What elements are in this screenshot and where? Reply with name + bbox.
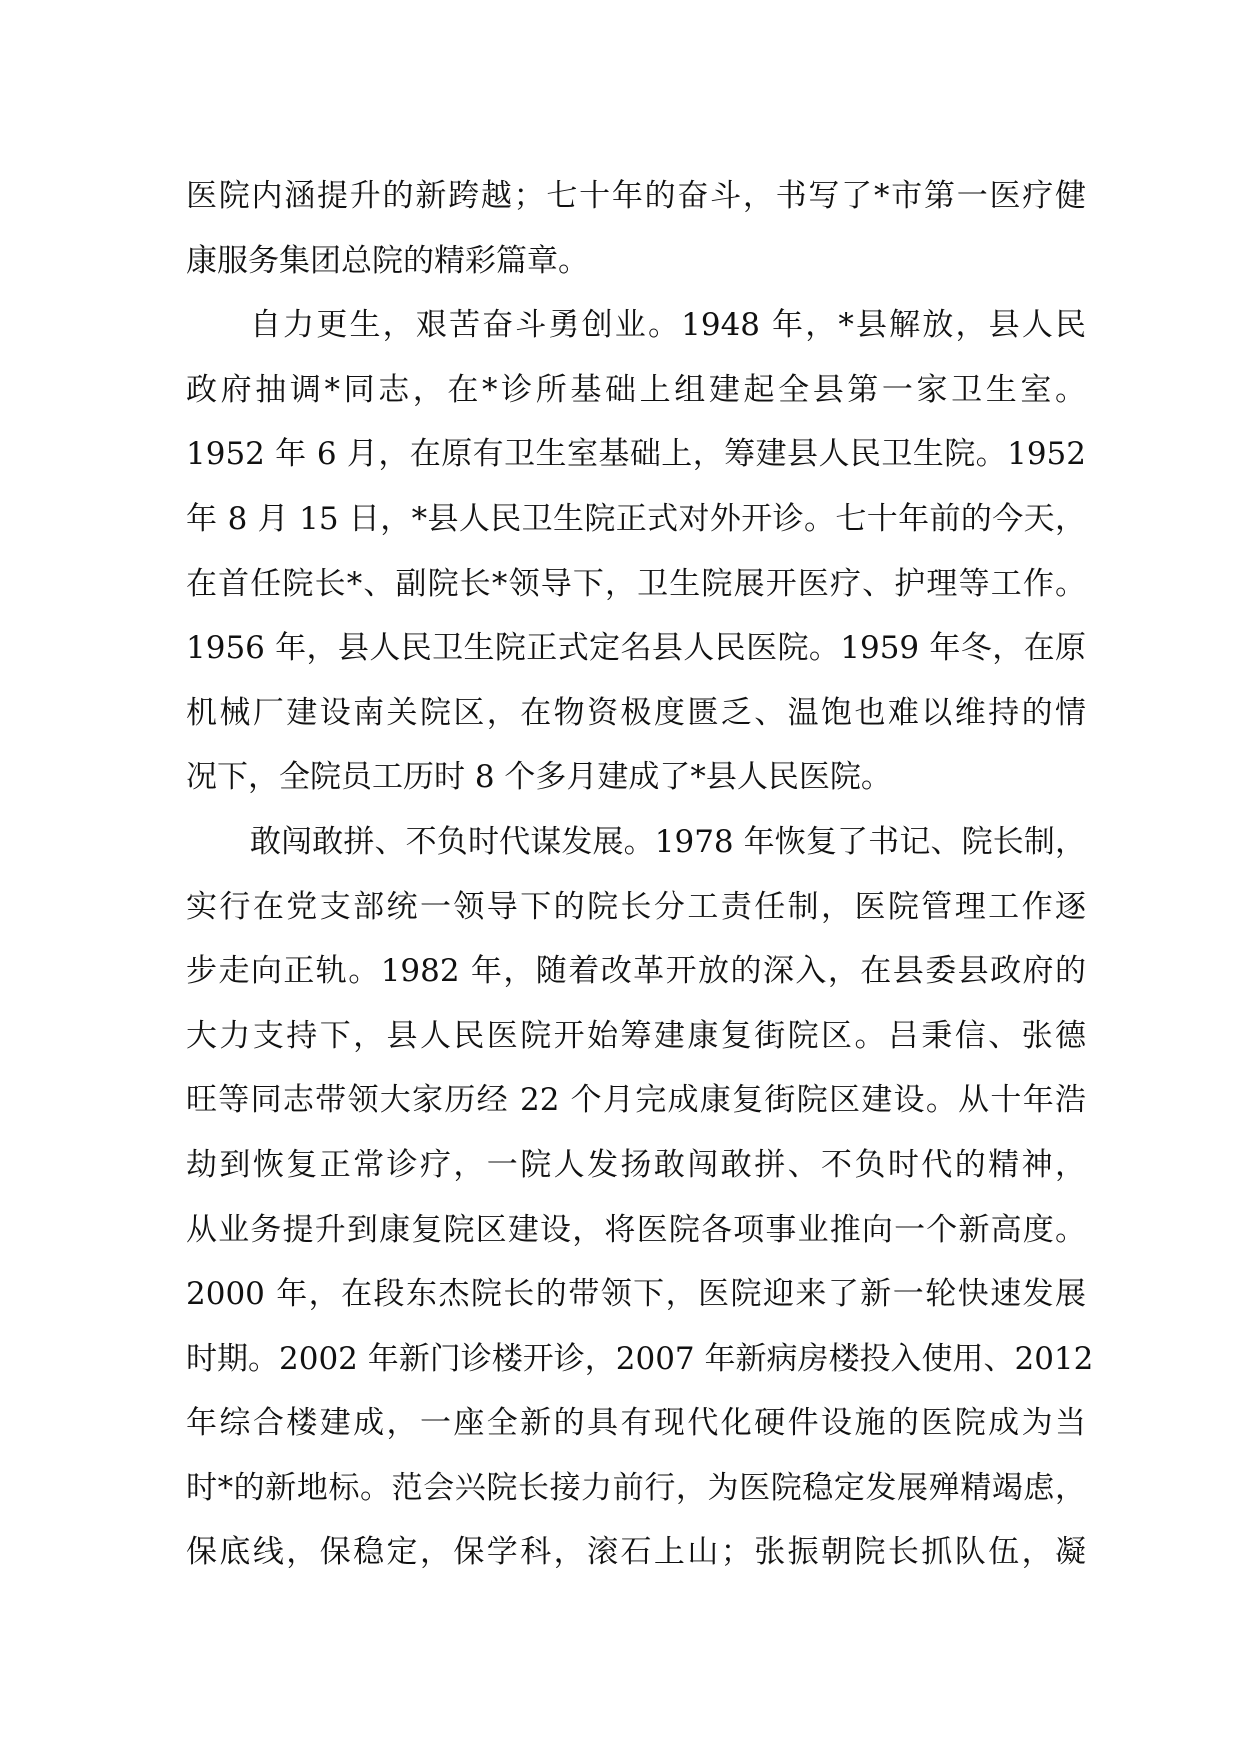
text-line: 在首任院长*、副院长*领导下，卫生院展开医疗、护理等工作。 [186, 565, 1086, 602]
text-line: 实行在党支部统一领导下的院长分工责任制，医院管理工作逐 [186, 888, 1086, 925]
body-text [186, 164, 1094, 1585]
text-line: 机械厂建设南关院区，在物资极度匮乏、温饱也难以维持的情 [186, 694, 1086, 731]
text-line: 1952 年 6 月，在原有卫生室基础上，筹建县人民卫生院。1952 [186, 436, 1086, 473]
text-line: 劫到恢复正常诊疗，一院人发扬敢闯敢拼、不负时代的精神， [186, 1146, 1086, 1183]
text-line: 况下，全院员工历时 8 个多月建成了*县人民医院。 [186, 759, 892, 796]
text-line: 时*的新地标。范会兴院长接力前行，为医院稳定发展殚精竭虑， [186, 1469, 1086, 1506]
text-line: 旺等同志带领大家历经 22 个月完成康复街院区建设。从十年浩 [186, 1082, 1086, 1119]
text-line: 从业务提升到康复院区建设，将医院各项事业推向一个新高度。 [186, 1211, 1086, 1248]
text-line: 年综合楼建成，一座全新的具有现代化硬件设施的医院成为当 [186, 1405, 1086, 1442]
text-line: 医院内涵提升的新跨越；七十年的奋斗，书写了*市第一医疗健 [186, 178, 1086, 214]
text-line: 大力支持下，县人民医院开始筹建康复街院区。吕秉信、张德 [186, 1017, 1086, 1054]
text-line: 保底线，保稳定，保学科，滚石上山；张振朝院长抓队伍，凝 [186, 1534, 1086, 1571]
text-line: 1956 年，县人民卫生院正式定名县人民医院。1959 年冬，在原 [186, 630, 1086, 667]
text-line: 年 8 月 15 日，*县人民卫生院正式对外开诊。七十年前的今天， [186, 500, 1086, 537]
paragraph-start-line: 自力更生，艰苦奋斗勇创业。1948 年，*县解放，县人民 [250, 307, 1086, 344]
text-line: 康服务集团总院的精彩篇章。 [186, 242, 589, 279]
paragraph-start-line: 敢闯敢拼、不负时代谋发展。1978 年恢复了书记、院长制， [250, 823, 1086, 860]
text-line: 时期。2002 年新门诊楼开诊，2007 年新病房楼投入使用、2012 [186, 1340, 1094, 1377]
text-line: 政府抽调*同志，在*诊所基础上组建起全县第一家卫生室。 [186, 371, 1086, 408]
text-line: 2000 年，在段东杰院长的带领下，医院迎来了新一轮快速发展 [186, 1276, 1086, 1313]
text-line: 步走向正轨。1982 年，随着改革开放的深入，在县委县政府的 [186, 953, 1086, 990]
